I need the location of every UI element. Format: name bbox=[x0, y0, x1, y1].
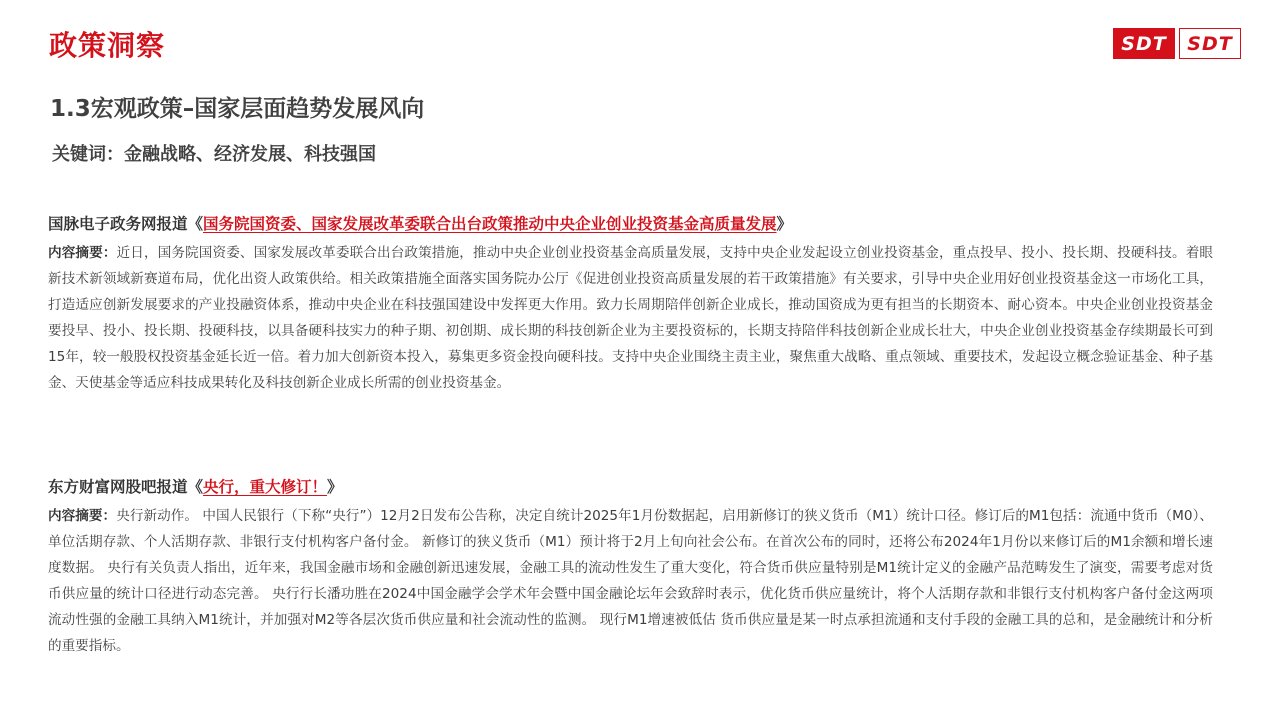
summary-label: 内容摘要： bbox=[48, 508, 117, 524]
page-title: 政策洞察 bbox=[49, 29, 166, 62]
summary-text: 近日，国务院国资委、国家发展改革委联合出台政策措施，推动中央企业创业投资基金高质量发展，支持中央企业发起设立创业投资基金，重点投早、投小、投长期、投硬科技。着眼新技术新领域新赛道布局，优化出资人政策供给。相关政策措施全面落实国务院办公厅《促进创业投资高质量发展的若干政策措施》有关要求，引导中央企业用好创业投资基金这一市场化工具，打造适应创新发展要求的产业投融资体系，推动中央企业在科技强国建设中发挥更大作用。致力长周期陪伴创新企业成长，推动国资成为更有担当的长期资本、耐心资本。中央企业创业投资基金要投早、投小、投长期、投硬科技，以具备硬科技实力的种子期、初创期、成长期的科技创新企业为主要投资标的，长期支持陪伴科技创新企业成长壮大，中央企业创业投资基金存续期最长可到15年，较一般股权投资基金延长近一倍。着力加大创新资本投入，募集更多资金投向硬科技。支持中央企业围绕主责主业，聚焦重大战略、重点领域、重要技术，发起设立概念验证基金、种子基金、天使基金等适应科技成果转化及科技创新企业成长所需的创业投资基金。 bbox=[48, 245, 1214, 391]
section-title: 1.3宏观政策–国家层面趋势发展风向 bbox=[50, 96, 425, 122]
article-guomai bbox=[48, 211, 1213, 396]
article-headline-close: 》 bbox=[776, 215, 793, 233]
article-headline-close: 》 bbox=[327, 478, 343, 496]
logo-filled-box: SDT bbox=[1113, 28, 1175, 59]
article-summary bbox=[48, 240, 1213, 396]
summary-text: 央行新动作。 中国人民银行（下称“央行”）12月2日发布公告称，决定自统计2025年1月份数据起，启用新修订的狭义货币（M1）统计口径。修订后的M1包括：流通中货币（M0）、单位活期存款、个人活期存款、非银行支付机构客户备付金。 新修订的狭义货币（M1）预计将于2月上旬向社会公布。在首次公布的同时，还将公布2024年1月份以来修订后的M1余额和增长速度数据。 央行有关负责人指出，近年来，我国金融市场和金融创新迅速发展，金融工具的流动性发生了重大变化，符合货币供应量特别是M1统计定义的金融产品范畴发生了演变，需要考虑对货币供应量的统计口径进行动态完善。 央行行长潘功胜在2024中国金融学会学术年会暨中国金融论坛年会致辞时表示，优化货币供应量统计，将个人活期存款和非银行支付机构客户备付金这两项流动性强的金融工具纳入M1统计，并加强对M2等各层次货币供应量和社会流动性的监测。 现行M1增速被低估 货币供应量是某一时点承担流通和支付手段的金融工具的总和，是金融统计和分析的重要指标。 bbox=[48, 508, 1213, 654]
keywords: 关键词：金融战略、经济发展、科技强国 bbox=[52, 144, 376, 165]
article-summary bbox=[48, 503, 1213, 659]
article-eastmoney bbox=[48, 474, 1213, 659]
article-source: 国脉电子政务网报道《 bbox=[48, 215, 204, 233]
article-link[interactable]: 央行，重大修订！ bbox=[203, 478, 328, 496]
article-source: 东方财富网股吧报道《 bbox=[48, 478, 204, 496]
logo-outline-box: SDT bbox=[1179, 28, 1241, 59]
sdt-logo bbox=[1113, 28, 1241, 59]
article-headline bbox=[48, 211, 1213, 237]
article-headline bbox=[48, 474, 1213, 500]
summary-label: 内容摘要： bbox=[48, 245, 117, 261]
article-link[interactable]: 国务院国资委、国家发展改革委联合出台政策推动中央企业创业投资基金高质量发展 bbox=[203, 215, 777, 233]
